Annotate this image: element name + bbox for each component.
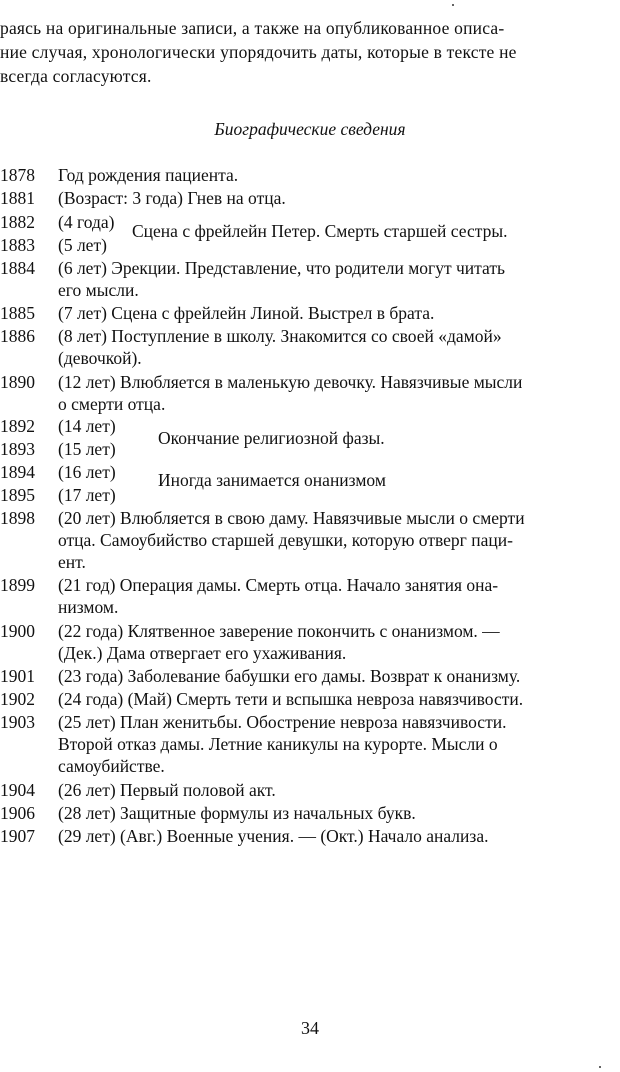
entry-body bbox=[58, 371, 620, 415]
entry-body bbox=[58, 257, 620, 301]
entry-body bbox=[58, 688, 620, 710]
entry-line: (25 лет) План женитьбы. Обострение невроза навязчивости. bbox=[58, 712, 507, 732]
entry-year: 1907 bbox=[0, 826, 35, 846]
entry-year: 1885 bbox=[0, 303, 35, 323]
entry-year: 1903 bbox=[0, 712, 35, 732]
entry-year: 1886 bbox=[0, 326, 35, 346]
entry-line: о смерти отца. bbox=[58, 394, 166, 414]
entry-line: низмом. bbox=[58, 597, 119, 617]
section-title: Биографические сведения bbox=[214, 119, 406, 139]
entry-body bbox=[58, 802, 620, 824]
religious-phase-note: Окончание религиозной фазы. bbox=[158, 428, 385, 448]
entry-year: 1893 bbox=[0, 439, 35, 459]
entry-line: (29 лет) (Авг.) Военные учения. — (Окт.) Начало анализа. bbox=[58, 826, 489, 846]
entry-year: 1898 bbox=[0, 508, 35, 528]
entry-body bbox=[58, 507, 620, 573]
entry-body bbox=[58, 187, 620, 209]
entry-line: Год рождения пациента. bbox=[58, 165, 239, 185]
entry-year: 1884 bbox=[0, 258, 35, 278]
entry-body bbox=[58, 325, 620, 369]
entry-line: (28 лет) Защитные формулы из начальных букв. bbox=[58, 803, 416, 823]
scan-speck bbox=[599, 1066, 601, 1068]
entry-year: 1892 bbox=[0, 416, 35, 436]
entry-year: 1895 bbox=[0, 485, 35, 505]
entry-age: (16 лет) bbox=[58, 462, 116, 482]
entry-body bbox=[58, 779, 620, 801]
entry-year: 1890 bbox=[0, 372, 35, 392]
scan-speck bbox=[452, 4, 454, 6]
entry-body bbox=[58, 825, 620, 847]
entry-year: 1902 bbox=[0, 689, 35, 709]
entry-line: Второй отказ дамы. Летние каникулы на курорте. Мысли о bbox=[58, 734, 498, 754]
entry-line: (12 лет) Влюбляется в маленькую девочку. Навязчивые мысли bbox=[58, 372, 523, 392]
intro-line: всегда согласуются. bbox=[0, 66, 152, 86]
entry-body bbox=[58, 620, 620, 664]
entry-line: отца. Самоубийство старшей девушки, которую отверг паци- bbox=[58, 530, 513, 550]
entry-year: 1894 bbox=[0, 462, 35, 482]
onanism-note: Иногда занимается онанизмом bbox=[158, 470, 386, 490]
entry-age: (15 лет) bbox=[58, 439, 116, 459]
entry-year: 1899 bbox=[0, 575, 35, 595]
page-number: 34 bbox=[301, 1018, 319, 1038]
entry-body bbox=[58, 302, 620, 324]
entry-body bbox=[58, 574, 620, 618]
entry-age: (17 лет) bbox=[58, 485, 116, 505]
entry-age: (5 лет) bbox=[58, 235, 107, 255]
intro-line: ние случая, хронологически упорядочить даты, которые в тексте не bbox=[0, 42, 517, 62]
entry-line: (Дек.) Дама отвергает его ухаживания. bbox=[58, 643, 347, 663]
entry-year: 1906 bbox=[0, 803, 35, 823]
entry-age: (14 лет) bbox=[58, 416, 116, 436]
entry-year: 1878 bbox=[0, 165, 35, 185]
entry-year: 1904 bbox=[0, 780, 35, 800]
intro-line: раясь на оригинальные записи, а также на опубликованное описа- bbox=[0, 18, 505, 38]
entry-line: (21 год) Операция дамы. Смерть отца. Начало занятия она- bbox=[58, 575, 499, 595]
entry-year: 1881 bbox=[0, 188, 35, 208]
entry-line: (24 года) (Май) Смерть тети и вспышка невроза навязчивости. bbox=[58, 689, 524, 709]
intro-paragraph bbox=[0, 16, 620, 88]
entry-line: (23 года) Заболевание бабушки его дамы. Возврат к онанизму. bbox=[58, 666, 521, 686]
entry-line: (девочкой). bbox=[58, 348, 142, 368]
entry-line: ент. bbox=[58, 552, 86, 572]
entry-line: (Возраст: 3 года) Гнев на отца. bbox=[58, 188, 286, 208]
timeline-entry bbox=[0, 233, 620, 257]
entry-year: 1900 bbox=[0, 621, 35, 641]
entry-body bbox=[58, 711, 620, 777]
entry-year: 1883 bbox=[0, 235, 35, 255]
entry-line: его мысли. bbox=[58, 280, 139, 300]
entry-body bbox=[58, 665, 620, 687]
entry-body bbox=[58, 164, 620, 186]
entry-line: (22 года) Клятвенное заверение покончить с онанизмом. — bbox=[58, 621, 500, 641]
entry-year: 1882 bbox=[0, 212, 35, 232]
entry-text: Сцена с фрейлейн Петер. Смерть старшей сестры. bbox=[132, 221, 508, 241]
entry-line: самоубийстве. bbox=[58, 756, 165, 776]
entry-line: (26 лет) Первый половой акт. bbox=[58, 780, 276, 800]
entry-line: (20 лет) Влюбляется в свою даму. Навязчивые мысли о смерти bbox=[58, 508, 525, 528]
entry-line: (7 лет) Сцена с фрейлейн Линой. Выстрел в брата. bbox=[58, 303, 435, 323]
entry-year: 1901 bbox=[0, 666, 35, 686]
entry-line: (8 лет) Поступление в школу. Знакомится со своей «дамой» bbox=[58, 326, 502, 346]
entry-line: (6 лет) Эрекции. Представление, что родители могут читать bbox=[58, 258, 505, 278]
entry-age: (4 года) bbox=[58, 212, 115, 232]
